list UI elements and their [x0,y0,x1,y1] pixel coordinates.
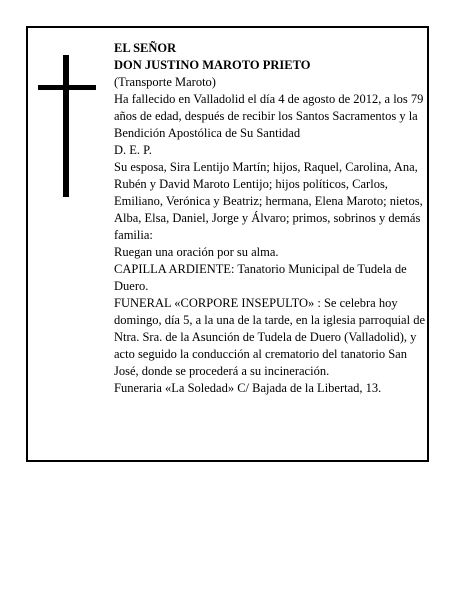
funeral-home-info: Funeraria «La Soledad» C/ Bajada de la Libertad, 13. [114,381,382,395]
cross-horizontal-bar [38,85,96,90]
death-announcement: Ha fallecido en Valladolid el día 4 de agosto de 2012, a los 79 años de edad, después de recibir los Santos Sacramentos y la Bendición Apostólica de Su Santidad [114,92,424,140]
funeral-info: FUNERAL «CORPORE INSEPULTO» : Se celebra hoy domingo, día 5, a la una de la tarde, en la iglesia parroquial de Ntra. Sra. de la Asunción de Tudela de Duero (Valladolid), y acto seguido la conducción al crematorio del tanatorio San José, donde se procederá a su incineración. [114,296,425,378]
deceased-name: DON JUSTINO MAROTO PRIETO [114,58,311,72]
subtitle-company: (Transporte Maroto) [114,75,216,89]
obituary-text [114,40,430,397]
cross-icon [38,55,96,197]
cross-vertical-bar [63,55,69,197]
chapel-info: CAPILLA ARDIENTE: Tanatorio Municipal de Tudela de Duero. [114,262,407,293]
title-line-1: EL SEÑOR [114,41,177,55]
rip-text: D. E. P. [114,143,152,157]
prayer-request: Ruegan una oración por su alma. [114,245,279,259]
family-list: Su esposa, Sira Lentijo Martín; hijos, Raquel, Carolina, Ana, Rubén y David Maroto Lentijo; hijos políticos, Carlos, Emiliano, Verónica y Beatriz; hermana, Elena Maroto; nietos, Alba, Elsa, Daniel, Jorge y Álvaro; primos, sobrinos y demás familia: [114,160,423,242]
